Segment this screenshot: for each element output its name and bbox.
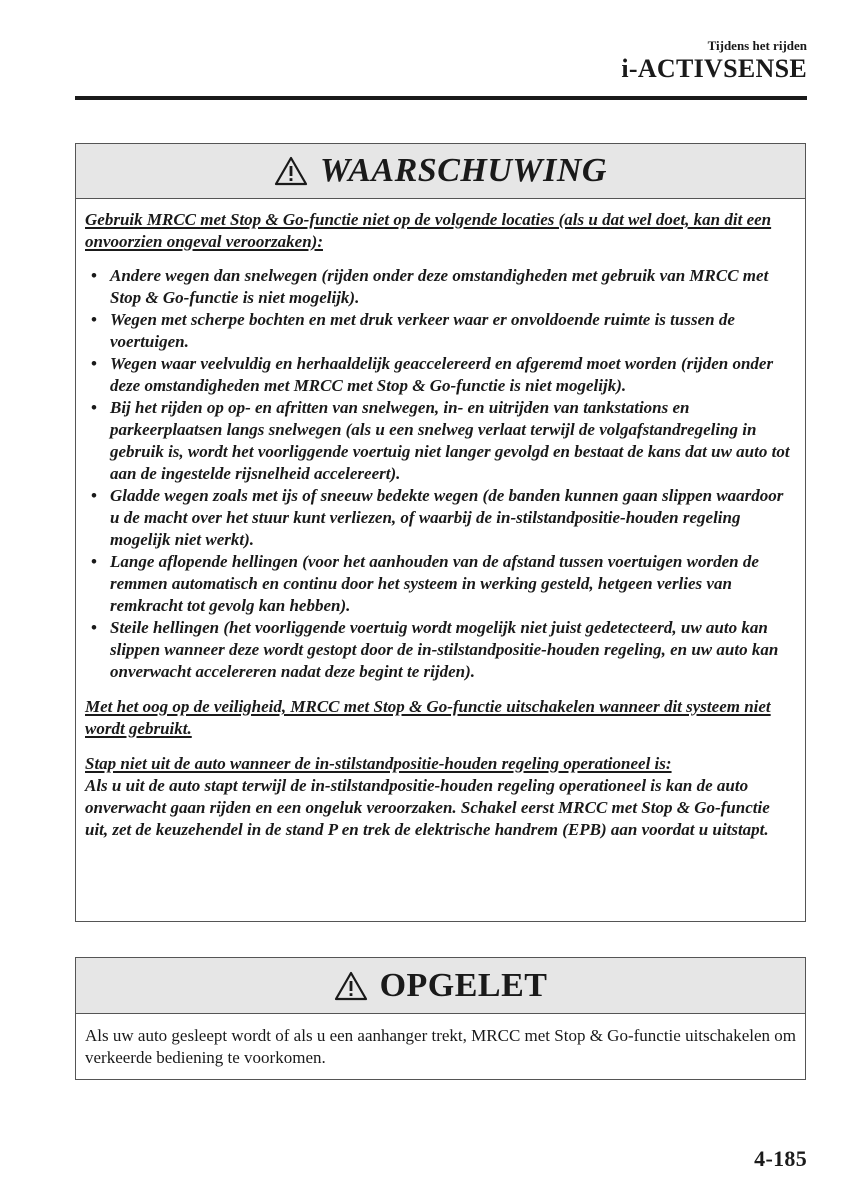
warning-triangle-icon [334, 971, 368, 1001]
caution-box [75, 957, 806, 1080]
safety-note: Met het oog op de veiligheid, MRCC met Stop & Go-functie uitschakelen wanneer dit systeem niet wordt gebruikt. [85, 697, 771, 738]
warning-body [76, 199, 805, 841]
list-item: • Wegen met scherpe bochten en met druk verkeer waar er onvoldoende ruimte is tussen de voertuigen. [91, 310, 735, 351]
list-item: • Lange aflopende hellingen (voor het aanhouden van de afstand tussen voertuigen worden de remmen automatisch en continu door het systeem in werking gesteld, hetgeen verlies van remkracht tot gevolg kan hebben). [91, 552, 759, 615]
section-title: Tijdens het rijden [707, 38, 807, 53]
page-number: 4-185 [754, 1146, 807, 1171]
page-header [75, 38, 807, 84]
list-item: • Wegen waar veelvuldig en herhaaldelijk geaccelereerd en afgeremd moet worden (rijden onder deze omstandigheden met MRCC met Stop & Go-functie is niet mogelijk). [91, 354, 774, 395]
caution-title: OPGELET [379, 966, 548, 1004]
list-item: • Steile hellingen (het voorliggende voertuig wordt mogelijk niet juist gedetecteerd, uw auto kan slippen wanneer deze wordt gestopt door de in-stilstandpositie-houden regeling, en uw auto kan onverwacht accelereren nadat deze begint te rijden). [91, 618, 779, 681]
caution-text: Als uw auto gesleept wordt of als u een aanhanger trekt, MRCC met Stop & Go-functie uitschakelen om verkeerde bediening te voorkomen. [85, 1026, 797, 1067]
warning-intro: Gebruik MRCC met Stop & Go-functie niet op de volgende locaties (als u dat wel doet, kan dit een onvoorzien ongeval veroorzaken): [85, 210, 772, 251]
exit-heading: Stap niet uit de auto wanneer de in-stilstandpositie-houden regeling operationeel is: [85, 754, 672, 773]
list-item: • Andere wegen dan snelwegen (rijden onder deze omstandigheden met gebruik van MRCC met Stop & Go-functie is niet mogelijk). [91, 266, 769, 307]
warning-bullet-list [85, 265, 797, 683]
chapter-title: i-ACTIVSENSE [621, 54, 807, 83]
warning-title: WAARSCHUWING [320, 152, 607, 189]
warning-box [75, 143, 806, 922]
list-item: • Bij het rijden op op- en afritten van snelwegen, in- en uitrijden van tankstations en parkeerplaatsen langs snelwegen (als u een snelweg verlaat terwijl de volgafstandregeling in gebruik is, wordt het voorliggende voertuig niet langer gevolgd en bestaat de kans dat uw auto tot aan de ingestelde rijsnelheid accelereert). [91, 398, 790, 483]
exit-text: Als u uit de auto stapt terwijl de in-stilstandpositie-houden regeling operationeel is kan de auto onverwacht gaan rijden en een ongeluk veroorzaken. Schakel eerst MRCC met Stop & Go-functie uit, zet de keuzehendel in de stand P en trek de elektrische handrem (EPB) aan voordat u uitstapt. [85, 776, 770, 839]
warning-triangle-icon [274, 156, 308, 186]
header-rule [75, 96, 807, 100]
caution-title-bar [76, 958, 805, 1014]
list-item: • Gladde wegen zoals met ijs of sneeuw bedekte wegen (de banden kunnen gaan slippen waardoor u de macht over het stuur kunt verliezen, of waarbij de in-stilstandpositie-houden regeling mogelijk niet werkt). [91, 486, 784, 549]
warning-title-bar [76, 144, 805, 199]
